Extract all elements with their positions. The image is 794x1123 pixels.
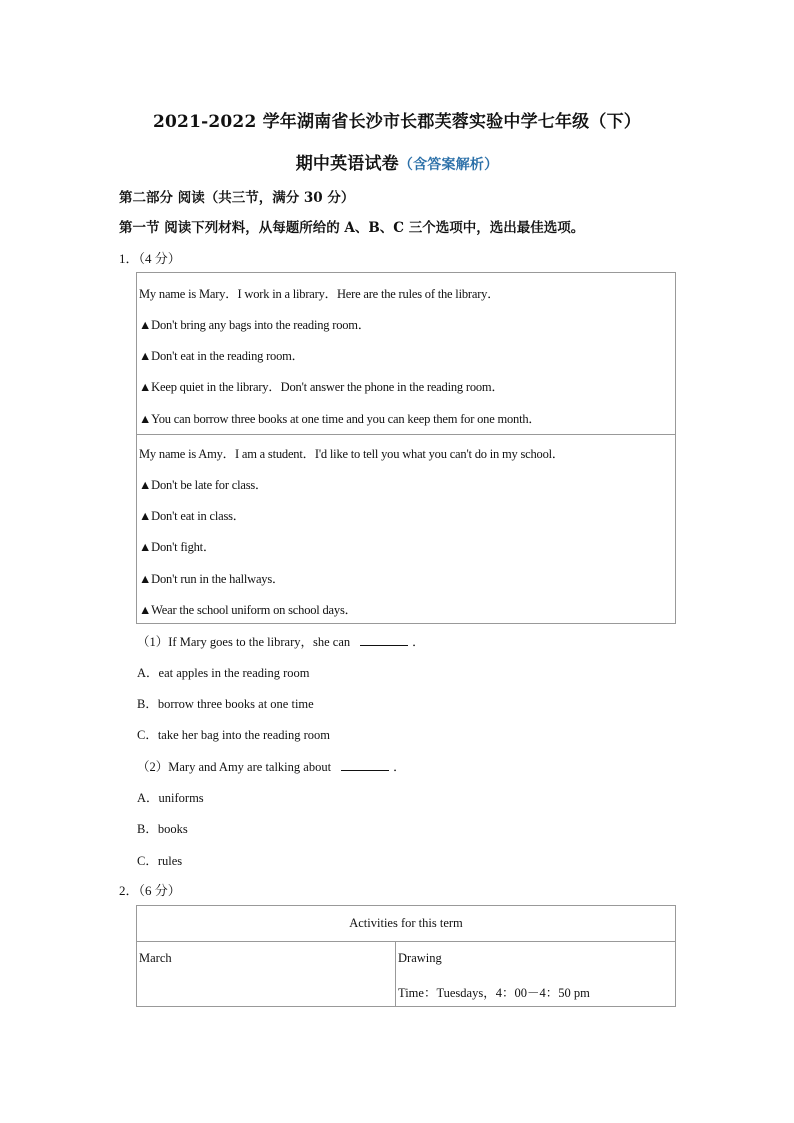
activities-table-heading: Activities for this term bbox=[137, 906, 675, 942]
passage-line: ▲Don't fight． bbox=[139, 540, 216, 554]
passage-line: ▲Don't be late for class． bbox=[139, 478, 268, 492]
sub-question-1-stem: （1）If Mary goes to the library，she can bbox=[137, 635, 351, 649]
passage-line: ▲Don't eat in the reading room． bbox=[139, 349, 304, 363]
subsection-heading: 第一节 阅读下列材料，从每题所给的 A、B、C 三个选项中，选出最佳选项。 bbox=[119, 220, 585, 236]
sub-question-2 bbox=[137, 757, 406, 775]
sub-question-1 bbox=[137, 632, 425, 650]
exam-title-line1: 2021-2022 学年湖南省长沙市长郡芙蓉实验中学七年级（下） bbox=[152, 112, 641, 132]
passage-line: ▲You can borrow three books at one time and you can keep them for one month． bbox=[139, 412, 541, 426]
month-cell bbox=[137, 941, 396, 1006]
option-b: B．books bbox=[137, 822, 188, 836]
passage-line: ▲Don't run in the hallways． bbox=[139, 572, 285, 586]
sub-question-2-end: ． bbox=[393, 760, 406, 774]
reading-passages-box bbox=[136, 272, 676, 624]
question-2-number: 2．（6 分） bbox=[119, 883, 181, 898]
answer-blank bbox=[360, 635, 408, 646]
part-heading: 第二部分 阅读（共三节，满分 30 分） bbox=[119, 190, 355, 206]
passage-line: My name is Amy．I am a student．I'd like to tell you what you can't do in my school． bbox=[139, 447, 565, 461]
sub-question-2-stem: （2）Mary and Amy are talking about bbox=[137, 760, 332, 774]
exam-title-line2 bbox=[0, 149, 794, 174]
passage-line: My name is Mary．I work in a library．Here are the rules of the library． bbox=[139, 287, 500, 301]
passage-line: ▲Don't eat in class． bbox=[139, 509, 246, 523]
question-1-number: 1．（4 分） bbox=[119, 251, 181, 266]
activity-name: Drawing bbox=[398, 951, 442, 965]
answer-blank bbox=[341, 760, 389, 771]
option-a: A．eat apples in the reading room bbox=[137, 666, 310, 680]
passage-line: ▲Keep quiet in the library．Don't answer the phone in the reading room． bbox=[139, 380, 504, 394]
month-label: March bbox=[139, 951, 172, 965]
sub-question-1-end: ． bbox=[412, 635, 425, 649]
passage-line: ▲Don't bring any bags into the reading room． bbox=[139, 318, 371, 332]
passage-mary bbox=[137, 273, 675, 435]
exam-title-main: 期中英语试卷 bbox=[295, 154, 399, 174]
activities-table bbox=[136, 905, 676, 1007]
option-c: C．rules bbox=[137, 854, 183, 868]
passage-line: ▲Wear the school uniform on school days． bbox=[139, 603, 357, 617]
option-a: A．uniforms bbox=[137, 791, 204, 805]
option-b: B．borrow three books at one time bbox=[137, 697, 314, 711]
option-c: C．take her bag into the reading room bbox=[137, 728, 330, 742]
answer-note: （含答案解析） bbox=[398, 157, 499, 173]
activity-time: Time：Tuesdays，4：00－4：50 pm bbox=[398, 986, 590, 1000]
passage-amy bbox=[137, 434, 675, 624]
